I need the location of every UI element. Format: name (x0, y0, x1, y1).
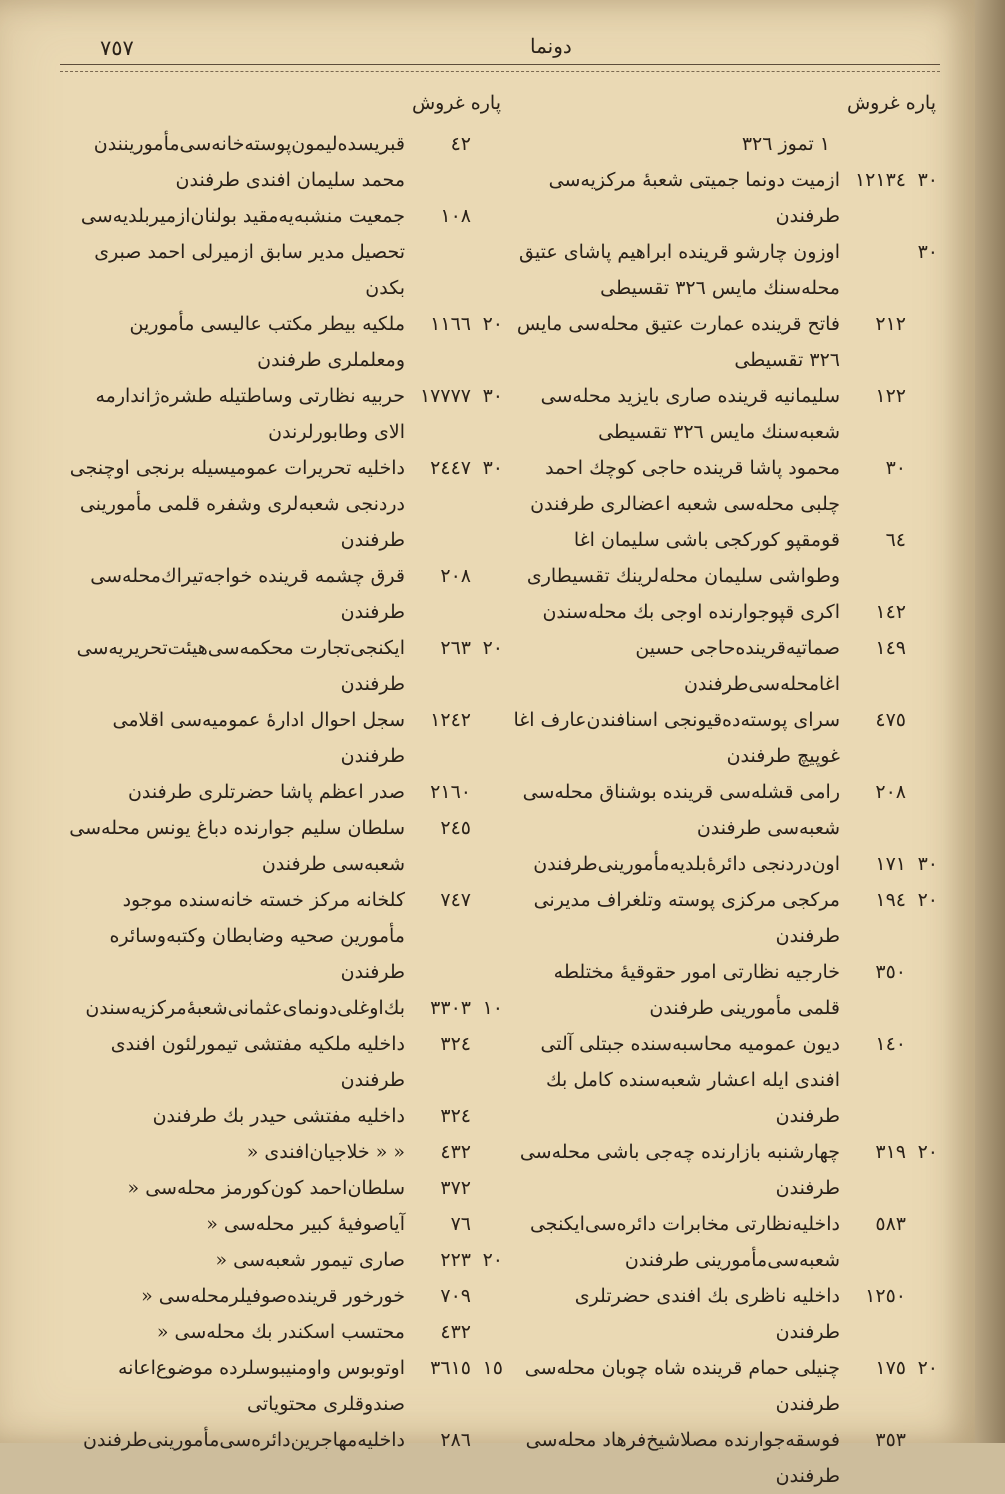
entry-amount (411, 126, 503, 162)
entry-description: محتسب اسكندر بك محله‌سى « (156, 1321, 405, 1343)
right-column (510, 88, 940, 1487)
entry-description: داخليه‌نظارتى مخابرات دائره‌سى‌ايكنجى شعبه‌سى‌مأمورينى طرفندن (529, 1213, 840, 1271)
entry-amount (411, 198, 503, 234)
entry-kurus: ٣٥٠ (875, 961, 906, 983)
entry-para: ٣٠ (917, 241, 938, 263)
ledger-entry (510, 522, 940, 594)
entry-kurus: ١٢٢ (875, 385, 906, 407)
entry-para: ٣٠ (482, 457, 503, 479)
ledger-entry (65, 1098, 505, 1134)
entry-amount (846, 1422, 938, 1458)
entry-kurus: ٣٠ (885, 457, 906, 479)
entry-description: ديون عموميه محاسبه‌سنده جبتلى آلتى افندى ايله اعشار شعبه‌سنده كامل بك طرفندن (540, 1033, 840, 1127)
entry-amount (411, 702, 503, 738)
entry-description: فوسقه‌جوارنده مصلاشيخ‌فرهاد محله‌سى طرفندن (525, 1429, 840, 1487)
entry-para: ٢٠ (917, 1141, 938, 1163)
entry-amount (411, 1278, 503, 1314)
header-rule (60, 64, 940, 72)
ledger-entry (510, 234, 940, 306)
running-title: دونما (530, 34, 572, 58)
ledger-entry (510, 306, 940, 378)
entry-amount (846, 306, 938, 342)
entry-description: سجل احوال ادارهٔ عموميه‌سى اقلامى طرفندن (112, 709, 405, 767)
entry-amount (846, 450, 938, 486)
entry-list (65, 126, 505, 1458)
ledger-entry (510, 378, 940, 450)
entry-description: مركجى مركزى پوسته وتلغراف مديرنى طرفندن (533, 889, 840, 947)
entry-description: ايكنجى‌تجارت محكمه‌سى‌هيئت‌تحريريه‌سى طرفندن (76, 637, 405, 695)
entry-amount (846, 1206, 938, 1242)
ledger-entry (510, 594, 940, 630)
entry-amount (411, 1350, 503, 1386)
ledger-entry (510, 162, 940, 234)
entry-kurus: ٢١٢ (875, 313, 906, 335)
entry-description: « « خلاجيان‌افندى « (246, 1141, 405, 1163)
entry-description: كلخانه مركز خسته خانه‌سنده موجود مأمورين صحيه وضابطان وكتبه‌وسائره طرفندن (109, 889, 405, 983)
entry-description: اكرى قپوجوارنده اوجى بك محله‌سندن (542, 601, 840, 623)
ledger-entry (510, 1278, 940, 1350)
ledger-entry (510, 954, 940, 1026)
entry-description: قبريسده‌ليمون‌پوسته‌خانه‌سى‌مأمورينندن محمد سليمان افندى طرفندن (93, 133, 405, 191)
entry-amount (846, 846, 938, 882)
entry-amount (411, 810, 503, 846)
ledger-entry (510, 1134, 940, 1206)
ledger-entry (65, 1026, 505, 1098)
entry-description: ملكيه بيطر مكتب عاليسى مأمورين ومعلملرى طرفندن (129, 313, 405, 371)
entry-para: ٣٠ (917, 169, 938, 191)
entry-kurus: ١٧٥ (875, 1357, 906, 1379)
entry-description: صدر اعظم پاشا حضرتلرى طرفندن (127, 781, 405, 803)
page-number: ٧٥٧ (100, 36, 134, 60)
entry-amount (846, 234, 938, 270)
ledger-entry (65, 990, 505, 1026)
entry-list (510, 162, 940, 1494)
entry-description: سليمانيه قرينده صارى بايزيد محله‌سى شعبه‌سنك مايس ٣٢٦ تقسيطى (540, 385, 840, 443)
entry-kurus: ٣٧٢ (440, 1177, 471, 1199)
entry-amount (411, 1170, 503, 1206)
ledger-entry (65, 810, 505, 882)
entry-kurus: ٢١٦٠ (430, 781, 471, 803)
entry-description: حربيه نظارتى وساطتيله طشره‌ژاندارمه الاى وطابورلرندن (95, 385, 405, 443)
entry-kurus: ١٠٨ (440, 205, 471, 227)
ledger-entry (510, 702, 940, 774)
entry-para: ١٠ (482, 997, 503, 1019)
entry-amount (846, 378, 938, 414)
entry-description: صماتيه‌قرينده‌حاجى حسين اغامحله‌سى‌طرفندن (635, 637, 840, 695)
ledger-entry (65, 882, 505, 990)
date-line: ١ تموز ٣٢٦ (741, 133, 830, 155)
entry-kurus: ٣٢٤ (440, 1033, 471, 1055)
entry-kurus: ٧٠٩ (440, 1285, 471, 1307)
entry-kurus: ٣٣٠٣ (430, 997, 471, 1019)
ledger-entry (65, 378, 505, 450)
entry-amount (846, 1278, 938, 1314)
entry-amount (846, 594, 938, 630)
entry-description: داخليه‌مهاجرين‌دائره‌سى‌مأمورينى‌طرفندن (83, 1429, 405, 1451)
entry-description: سلطان‌احمد كون‌كورمز محله‌سى « (127, 1177, 405, 1199)
entry-amount (846, 882, 938, 918)
entry-kurus: ١٢١٣٤ (854, 169, 906, 191)
ledger-entry (65, 1242, 505, 1278)
entry-amount (846, 630, 938, 666)
ledger-entry (65, 558, 505, 630)
ledger-entry (65, 1206, 505, 1242)
ledger-entry (65, 702, 505, 774)
entry-amount (846, 522, 938, 558)
entry-kurus: ٦٤ (885, 529, 906, 551)
entry-kurus: ٣٦١٥ (430, 1357, 471, 1379)
ledger-entry (65, 450, 505, 558)
entry-kurus: ٥٨٣ (875, 1213, 906, 1235)
ledger-entry (65, 1350, 505, 1422)
ledger-entry (65, 1170, 505, 1206)
entry-description: رامى قشله‌سى قرينده بوشناق محله‌سى شعبه‌سى طرفندن (522, 781, 840, 839)
entry-kurus: ١٢٤٢ (430, 709, 471, 731)
entry-amount (411, 1026, 503, 1062)
entry-amount (846, 774, 938, 810)
entry-amount (411, 990, 503, 1026)
entry-kurus: ٣٥٣ (875, 1429, 906, 1451)
entry-amount (411, 450, 503, 486)
ledger-entry (510, 630, 940, 702)
entry-description: بك‌اوغلى‌دونماى‌عثمانى‌شعبهٔ‌مركزيه‌سندن (85, 997, 405, 1019)
entry-description: صارى تيمور شعبه‌سى « (215, 1249, 405, 1271)
entry-kurus: ١٧١ (875, 853, 906, 875)
ledger-entry (65, 630, 505, 702)
ledger-entry (510, 1206, 940, 1278)
entry-amount (411, 1422, 503, 1458)
ledger-entry (510, 450, 940, 522)
entry-kurus: ٤٢ (450, 133, 471, 155)
entry-amount (411, 630, 503, 666)
entry-description: داخليه ناظرى بك افندى حضرتلرى طرفندن (574, 1285, 840, 1343)
entry-description: قومقپو كوركجى باشى سليمان اغا وطواشى سليمان محله‌لرينك تقسيطارى (526, 529, 840, 587)
entry-description: آياصوفيهٔ كبير محله‌سى « (206, 1213, 405, 1235)
entry-kurus: ٣١٩ (875, 1141, 906, 1163)
ledger-entry (510, 1350, 940, 1422)
entry-amount (411, 558, 503, 594)
entry-para: ٣٠ (917, 853, 938, 875)
entry-kurus: ١٤٩ (875, 637, 906, 659)
entry-description: اوزون چارشو قرينده ابراهيم پاشاى عتيق محله‌سنك مايس ٣٢٦ تقسيطى (519, 241, 840, 299)
ledger-entry (65, 774, 505, 810)
entry-amount (411, 1314, 503, 1350)
entry-amount (846, 162, 938, 198)
entry-para: ٣٠ (482, 385, 503, 407)
entry-description: فاتح قرينده عمارت عتيق محله‌سى مايس ٣٢٦ تقسيطى (516, 313, 840, 371)
entry-amount (411, 378, 503, 414)
ledger-entry (65, 306, 505, 378)
entry-amount (411, 1098, 503, 1134)
ledger-entry (65, 1134, 505, 1170)
entry-description: ازميت دونما جميتى شعبهٔ مركزيه‌سى طرفندن (548, 169, 840, 227)
entry-kurus: ١٤٢ (875, 601, 906, 623)
entry-kurus: ٧٤٧ (440, 889, 471, 911)
entry-description: چنيلى حمام قرينده شاه چوبان محله‌سى طرفندن (524, 1357, 840, 1415)
entry-para: ٢٠ (482, 313, 503, 335)
entry-description: سراى پوسته‌ده‌قيونجى اسنافندن‌عارف اغا غوپيچ طرفندن (513, 709, 840, 767)
entry-amount (411, 882, 503, 918)
ledger-entry (65, 126, 505, 198)
column-heading: پاره غروش (411, 92, 501, 114)
entry-description: اوتوبوس واومنيبوسلرده موضوع‌اعانه صندوقلرى محتوياتى (117, 1357, 405, 1415)
entry-kurus: ٢٢٣ (440, 1249, 471, 1271)
page-edge (975, 0, 1005, 1443)
entry-kurus: ٢٨٦ (440, 1429, 471, 1451)
ledger-entry (510, 1026, 940, 1134)
entry-description: جمعيت منشبه‌يه‌مقيد بولنان‌ازميربلديه‌سى تحصيل مدير سابق ازميرلى احمد صبرى بكدن (80, 205, 405, 299)
entry-kurus: ١٢٥٠ (865, 1285, 906, 1307)
entry-amount (846, 1026, 938, 1062)
entry-description: سلطان سليم جوارنده دباغ يونس محله‌سى شعبه‌سى طرفندن (69, 817, 405, 875)
entry-para: ١٥ (482, 1357, 503, 1379)
ledger-entry (510, 774, 940, 846)
entry-description: محمود پاشا قرينده حاجى كوچك احمد چلبى محله‌سى شعبه اعضالرى طرفندن (530, 457, 840, 515)
entry-amount (846, 1350, 938, 1386)
entry-amount (846, 1134, 938, 1170)
column-heading: پاره غروش (846, 92, 936, 114)
entry-amount (846, 954, 938, 990)
entry-kurus: ٤٣٢ (440, 1141, 471, 1163)
ledger-entry (65, 198, 505, 306)
entry-amount (411, 306, 503, 342)
entry-para: ٢٠ (482, 637, 503, 659)
entry-amount (411, 1134, 503, 1170)
entry-kurus: ٧٦ (450, 1213, 471, 1235)
left-column (65, 88, 505, 1451)
entry-amount (846, 702, 938, 738)
entry-kurus: ١٤٠ (875, 1033, 906, 1055)
entry-kurus: ٢٦٣ (440, 637, 471, 659)
entry-description: چهارشنبه بازارنده چه‌جى باشى محله‌سى طرفندن (519, 1141, 840, 1199)
entry-kurus: ٤٣٢ (440, 1321, 471, 1343)
entry-description: قرق چشمه قرينده خواجه‌تيراك‌محله‌سى طرفندن (90, 565, 405, 623)
ledger-entry (510, 882, 940, 954)
entry-kurus: ١٩٤ (875, 889, 906, 911)
entry-para: ٢٠ (482, 1249, 503, 1271)
entry-description: خورخور قرينده‌صوفيلرمحله‌سى « (141, 1285, 405, 1307)
entry-kurus: ٤٧٥ (875, 709, 906, 731)
entry-kurus: ١٧٧٧٧ (419, 385, 471, 407)
entry-description: اون‌دردنجى دائرهٔ‌بلديه‌مأمورينى‌طرفندن (533, 853, 840, 875)
entry-amount (411, 1242, 503, 1278)
entry-para: ٢٠ (917, 889, 938, 911)
entry-description: خارجيه نظارتى امور حقوقيهٔ مختلطه قلمى مأمورينى طرفندن (553, 961, 840, 1019)
entry-kurus: ٣٢٤ (440, 1105, 471, 1127)
ledger-entry (65, 1314, 505, 1350)
ledger-entry (510, 1422, 940, 1494)
entry-kurus: ٢٤٤٧ (430, 457, 471, 479)
entry-amount (411, 1206, 503, 1242)
ledger-entry (65, 1278, 505, 1314)
ledger-entry (65, 1422, 505, 1458)
entry-para: ٢٠ (917, 1357, 938, 1379)
entry-description: داخليه ملكيه مفتشى تيمورلئون افندى طرفندن (110, 1033, 405, 1091)
entry-amount (411, 774, 503, 810)
entry-kurus: ٢٤٥ (440, 817, 471, 839)
page-header (60, 30, 930, 64)
entry-description: داخليه تحريرات عموميسيله برنجى اوچنجى دردنجى شعبه‌لرى وشفره قلمى مأمورينى طرفندن (69, 457, 405, 551)
entry-kurus: ١١٦٦ (430, 313, 471, 335)
ledger-entry (510, 846, 940, 882)
entry-kurus: ٢٠٨ (440, 565, 471, 587)
entry-kurus: ٢٠٨ (875, 781, 906, 803)
entry-description: داخليه مفتشى حيدر بك طرفندن (152, 1105, 405, 1127)
